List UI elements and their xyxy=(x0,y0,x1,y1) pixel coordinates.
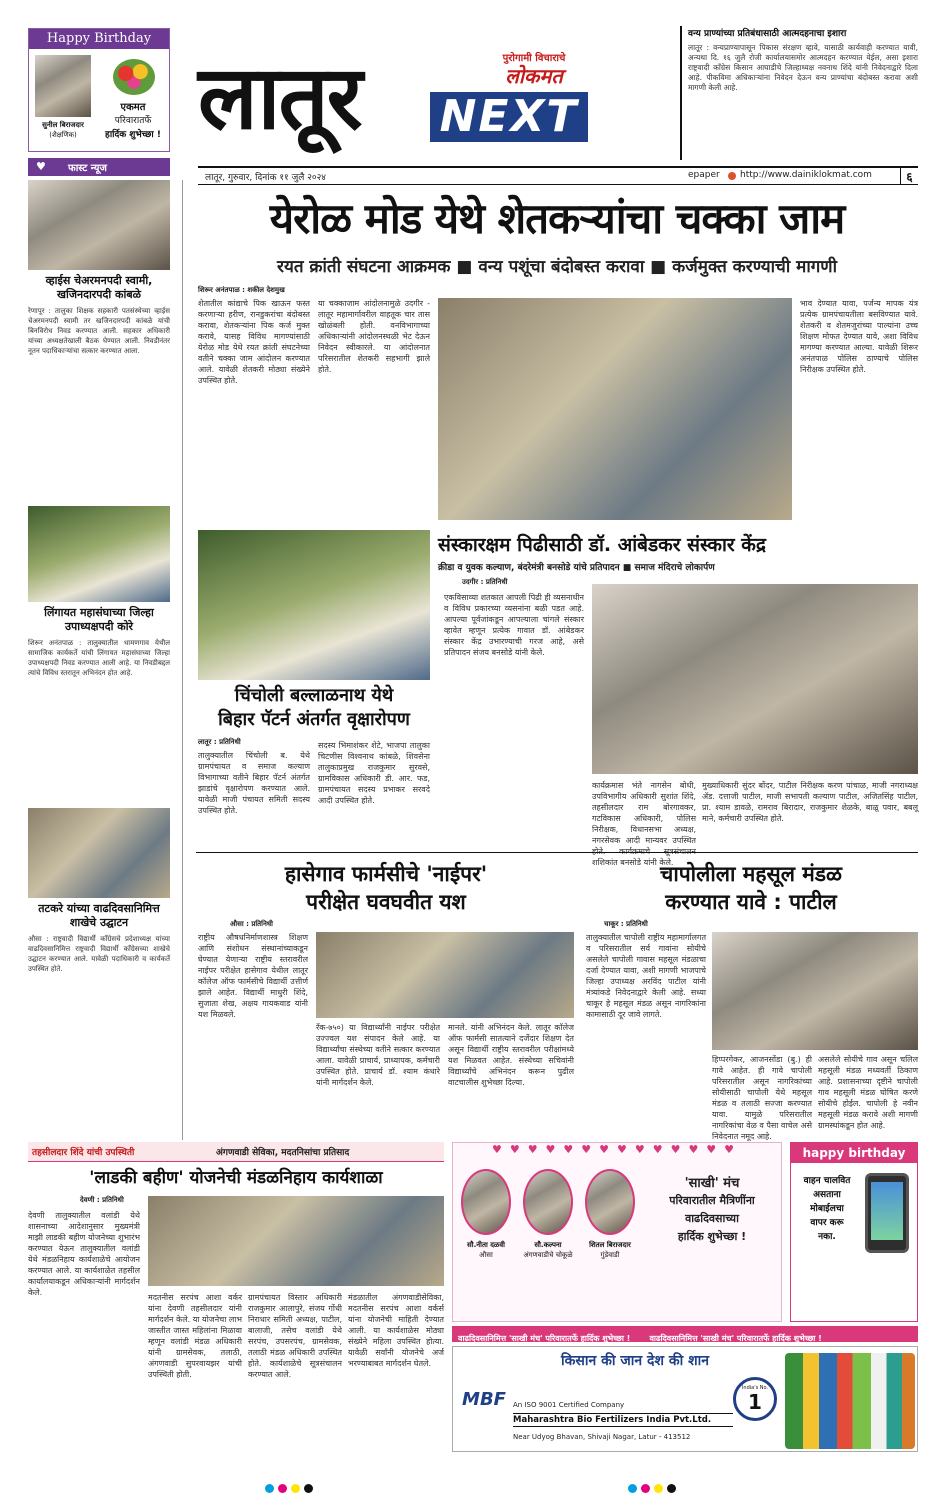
badge-number: 1 xyxy=(748,1390,762,1414)
lead-col3: भाव देण्यात यावा, पर्जन्य मापक यंत्र प्रत्येक ग्रामपंचायतीला बसविण्यात यावे. शेतकरी व शेतमजुरांच्या पाल्यांना उच्च शिक्षण मोफत देण्यात यावे, अशा विविध मागण्या करण्यात आल्या. यावेळी शिरूर अनंतपाळ पोलिस ठाण्याचे पोलिस निरीक्षक उपस्थित होते. xyxy=(800,299,918,374)
birthday-heading: Happy Birthday xyxy=(29,29,169,49)
heart-icon: ♥ xyxy=(36,160,46,173)
masthead-title: लातूर xyxy=(198,46,361,149)
sakhi-place-3: गुंडेवाडी xyxy=(600,1251,620,1259)
naiper-byline: औसा : प्रतिनिधी xyxy=(230,920,273,928)
sakhi-line-1: परिवारातील मैत्रिणींना xyxy=(669,1194,755,1207)
masthead-tagline: पुरोगामी विचाराचे xyxy=(502,53,566,64)
ladki-strip xyxy=(28,1142,444,1162)
chapoli-byline: चाकूर : प्रतिनिधी xyxy=(604,920,648,928)
mbf-address: Near Udyog Bhavan, Shivaji Nagar, Latur - 413512 xyxy=(513,1433,691,1441)
naiper-photo xyxy=(316,932,574,1018)
lead-byline: शिरूर अनंतपाळ : शकील देशमुख xyxy=(198,286,285,294)
chapoli-col2: हिप्परगेकर, आजनसोंडा (बु.) ही गावे आहेत. ही गावे चापोली परिसरातील असून नागरिकांच्या सोयीसाठी चापोली येथे महसूल मंडळ व तलाठी सज्जा करण्यात यावा. यामुळे परिसरातील नागरिकांचा वेळ व पैसा वाचेल असे निवेदनात नमूद आहे. xyxy=(712,1055,812,1141)
ambedkar-col1: एकविसाव्या शतकात आपली पिढी ही व्यसनाधीन व विविध प्रकारच्या व्यसनांना बळी पडत आहे. आपल्या पूर्वजांकडून आपल्याला चांगले संस्कार व्हावेत म्हणून प्रत्येक गावात डॉ. आंबेडकर संस्कार केंद्र उभारण्याची गरज आहे, असे प्रतिपादन संजय बनसोडे यांनी केले. xyxy=(444,593,584,657)
sakhi-name-1: सौ.नीता दळवी xyxy=(467,1241,505,1249)
naiper-col2: रँक-७५०) या विद्यार्थ्यांनी नाईपर परीक्षेत उज्ज्वल यश संपादन केले आहे. या विद्यार्थ्यांचा संस्थेच्या वतीने सत्कार करण्यात आला. यावेळी प्राचार्य, प्राध्यापक, कर्मचारी उपस्थित होते. प्राचार्य डॉ. श्याम कंधारे यांनी मार्गदर्शन केले. xyxy=(316,1023,440,1087)
birthday-box xyxy=(28,28,170,152)
chincholi-byline: लातूर : प्रतिनिधी xyxy=(198,738,241,746)
mbf-ad xyxy=(452,1346,918,1452)
birthday-wish-brand: एकमत xyxy=(120,102,146,113)
lead-subhead: रयत क्रांती संघटना आक्रमक ■ वन्य पशूंचा बंदोबस्त करावा ■ कर्जमुक्त करण्याची मागणी xyxy=(277,257,837,277)
ladki-strip-text: अंगणवाडी सेविका, मदतनिसांचा प्रतिसाद xyxy=(216,1148,350,1158)
fast-news-item2-headline: लिंगायत महासंघाच्या जिल्हा उपाध्यक्षपदी कोरे xyxy=(44,606,154,633)
bday-mobile-ad xyxy=(790,1142,918,1322)
fast-news-item3-headline: तटकरे यांच्या वाढदिवसानिमित्त शाखेचे उद्घाटन xyxy=(38,902,160,929)
birthday-role: (शैक्षणिक) xyxy=(49,131,77,139)
bday-line-5: नका. xyxy=(818,1232,836,1242)
top-right-body: लातूर : वन्यप्राण्यापासून पिकास संरक्षण व्हावे, यासाठी कार्यवाही करण्यात यावी, अन्यथा दि. १६ जुलै रोजी कार्यालयासमोर आत्मदहन करण्यात येईल, असा इशारा राष्ट्रवादी काँग्रेस किसान आघाडीचे जिल्हाध्यक्ष नवनाथ शिंदे यांनी निवेदनाद्वारे दिला आहे. पीकविमा अधिकाऱ्यांना निवेदन देऊन वन्य प्राण्यांचा बंदोबस्त करावा अशी मागणी केली आहे. xyxy=(688,43,918,92)
sakhi-ticker xyxy=(452,1326,918,1342)
masthead-next: NEXT xyxy=(430,92,588,142)
ambedkar-col3: मुख्याधिकारी सुंदर बोंदर, पाटील निरीक्षक करण पांचाळ, माजी नगराध्यक्ष ॲड. दत्ताजी पाटील, माजी सभापती कल्याण पाटील, अजितसिंह पाटील, प्रा. श्याम डावळे, रामराव बिरादार, राजकुमार शेळके, बाळू पवार, बबलू माने, कर्मचारी उपस्थित होते. xyxy=(702,781,918,823)
hearts-decoration: ♥♥♥♥♥♥♥♥♥♥♥♥♥♥ xyxy=(491,1143,743,1156)
ladki-col2: मदतनीस सरपंच आशा वर्कर यांना देवणी तहसीलदार यांनी मार्गदर्शन केले. या योजनेचा लाभ जास्तीत जास्त महिलांना मिळावा म्हणून वलांडी मंडळ अधिकारी यांनी ग्रामसेवक, तलाठी, अंगणवाडी सुपरवायझर यांची उपस्थिती होती. xyxy=(148,1293,242,1379)
birthday-photo xyxy=(35,55,91,117)
sakhi-name-3: शितल बिराजदार xyxy=(589,1241,631,1249)
ambedkar-photo xyxy=(592,584,918,774)
ambedkar-headline: संस्कारक्षम पिढीसाठी डॉ. आंबेडकर संस्कार केंद्र xyxy=(438,534,766,556)
bday-line-4: वापर करू xyxy=(810,1218,844,1228)
chincholi-headline-1: चिंचोली बल्लाळनाथ येथे xyxy=(234,685,394,706)
ladki-byline: देवणी : प्रतिनिधी xyxy=(80,1196,124,1204)
top-right-news xyxy=(680,26,918,160)
fast-news-item2-body: शिरूर अनंतपाळ : तालुक्यातील धामणगाव येथील सामाजिक कार्यकर्ते यांची लिंगायत महासंघाच्या जिल्हा उपाध्यक्षपदी निवड करण्यात आली आहे. या निवडीबद्दल त्यांचे विविध स्तरातून अभिनंदन होत आहे. xyxy=(28,639,170,677)
birthday-wish-line1: परिवारातर्फे xyxy=(114,116,152,126)
sakhi-place-2: अंगणवाडीचे चोकूळे xyxy=(523,1251,573,1259)
mid-rule xyxy=(196,852,918,853)
bday-line-3: मोबाईलचा xyxy=(810,1204,844,1214)
ladki-col4: मंडळातील अंगणवाडीसेविका, मदतनीस सरपंच आशा वर्कर्स यांना योजनेची माहिती देण्यात आली. या कार्यशाळेस मोठ्या संख्येने महिला उपस्थित होत्या. यावेळी सर्वांनी योजनेचे अर्ज भरण्याबाबत मार्गदर्शन घेतले. xyxy=(348,1293,444,1368)
color-registration-marks xyxy=(0,1478,945,1492)
sakhi-photo-1 xyxy=(461,1169,511,1235)
fast-news-photo-3 xyxy=(28,808,170,898)
chapoli-col3: असलेले सोयीचे गाव असून चलिल महसूली मंडळ मध्यवर्ती ठिकाण आहे. प्रशासनाच्या दृष्टीने चापोली गाव महसूली मंडळ घोषित करणे सोयीचे होईल. चापोली हे नवीन महसूली मंडळ करावे अशी मागणी ग्रामस्थांकडून होत आहे. xyxy=(818,1055,918,1130)
flower-bouquet-icon xyxy=(113,59,155,95)
top-right-heading: वन्य प्राण्यांच्या प्रतिबंधासाठी आत्मदहनाचा इशारा xyxy=(688,29,847,39)
left-column-rule xyxy=(182,180,183,1140)
naiper-headline-1: हासेगाव फार्मसीचे 'नाईपर' xyxy=(284,862,488,886)
ladki-col3: ग्रामपंचायत विस्तार अधिकारी राजकुमार आलापुरे, संजय गोंधी निराधार समिती अध्यक्ष, पाटील, बालाजी, तसेच वलांडी येथे सरपंच, उपसरपंच, ग्रामसेवक, तलाठी मंडळ अधिकारी उपस्थित होते. कार्यशाळेचे सूत्रसंचालन करण्यात आले. xyxy=(248,1293,342,1379)
website-url[interactable]: http://www.dainiklokmat.com xyxy=(740,170,872,180)
badge-top: India's No. xyxy=(741,1385,769,1391)
lead-photo-farmers xyxy=(438,298,792,520)
chapoli-photo xyxy=(712,932,918,1050)
chincholi-photo xyxy=(198,530,430,680)
dateline-rule-bottom xyxy=(198,184,918,185)
fast-news-item1-body: रेणापूर : तालुका शिक्षक सहकारी पतसंस्थेच्या व्हाईस चेअरमनपदी स्वामी तर खजिनदारपदी कांबळे यांची बिनविरोध निवड करण्यात आली. सहकार अधिकारी यांच्या अध्यक्षतेखाली बैठक घेण्यात आली. निवडीनंतर नूतन पदाधिकाऱ्यांचा सत्कार करण्यात आला. xyxy=(28,307,170,355)
india-no1-badge xyxy=(733,1377,777,1421)
epaper-label: epaper xyxy=(688,170,720,180)
sakhi-place-1: औसा xyxy=(479,1251,493,1259)
naiper-col1: राष्ट्रीय औषधनिर्माणशास्त्र शिक्षण आणि संशोधन संस्थानांच्याकडून घेण्यात येणाऱ्या राष्ट्रीय स्तरावरील नाईपर परीक्षेत हासेगाव येथील लातूर कॉलेज ऑफ फार्मसीचे विद्यार्थी उत्तीर्ण झाले आहेत. विद्यार्थी माधुरी शिंदे, सुजाता शेख, अक्षय गायकवाड यांनी यश मिळवले. xyxy=(198,933,308,1019)
sakhi-line-3: हार्दिक शुभेच्छा ! xyxy=(677,1230,747,1243)
sakhi-brand: 'साखी' मंच xyxy=(684,1176,740,1191)
fast-news-item1-headline: व्हाईस चेअरमनपदी स्वामी, खजिनदारपदी कांबळे xyxy=(45,274,153,301)
fast-news-photo-2 xyxy=(28,506,170,602)
sakhi-line-2: वाढदिवसाच्या xyxy=(685,1212,739,1225)
fast-news-photo-1 xyxy=(28,180,170,270)
chincholi-col2: सदस्य भिमाशंकर शेटे, भाजपा तालुका चिटणीस विश्वनाथ कांबळे, शिवसेना तालुकाप्रमुख राजकुमार सुरवसे, ग्रामविकास अधिकारी डी. आर. फड, ग्रामपंचायत सदस्य प्रभाकर सरवदे आदी उपस्थित होते. xyxy=(318,741,430,805)
fertilizer-products-image xyxy=(785,1353,915,1449)
ticker-text-2: वाढदिवसानिमित्त 'साखी मंच' परिवारातर्फे हार्दिक शुभेच्छा ! xyxy=(649,1334,822,1343)
sakhi-ad xyxy=(452,1142,782,1322)
page-number: ६ xyxy=(900,168,918,185)
fast-news-item3-body: औसा : राष्ट्रवादी विद्यार्थी काँग्रेसचे प्रदेशाध्यक्ष यांच्या वाढदिवसानिमित्त राष्ट्रवादी विद्यार्थी काँग्रेसच्या शाखेचे उद्घाटन करण्यात आले. यावेळी पदाधिकारी व कार्यकर्ते उपस्थित होते. xyxy=(28,935,170,973)
naiper-col3: मानले. यांनी अभिनंदन केले. लातूर कॉलेज ऑफ फार्मसी सातत्याने दर्जेदार शिक्षण देत असून विद्यार्थी राष्ट्रीय स्तरावरील परीक्षांमध्ये यश मिळवत आहेत. संस्थेच्या सचिवांनी विद्यार्थ्यांचे अभिनंदन करून पुढील वाटचालीस शुभेच्छा दिल्या. xyxy=(448,1023,574,1087)
chincholi-headline-2: बिहार पॅटर्न अंतर्गत वृक्षारोपण xyxy=(218,709,410,730)
ambedkar-byline: उदगीर : प्रतिनिधी xyxy=(462,578,508,586)
mbf-logo: MBF xyxy=(462,1389,506,1410)
mbf-slogan: किसान की जान देश की शान xyxy=(560,1353,710,1369)
globe-icon xyxy=(728,172,736,180)
ambedkar-col2: कार्यक्रमास भंते नागसेन बोधी, उपविभागीय अधिकारी सुशांत शिंदे, तहसीलदार राम बोरगावकर, गटविकास अधिकारी, पोलिस निरीक्षक, विधानसभा अध्यक्ष, नगरसेवक आदी मान्यवर उपस्थित शशिकांत बनसोडे यांनी केले. xyxy=(592,781,696,867)
mobile-phone-icon xyxy=(865,1173,909,1253)
chincholi-col1: तालुक्यातील चिंचोली ब. येथे ग्रामपंचायत व समाज कल्याण विभागाच्या वतीने बिहार पॅटर्न अंतर्गत झाडांचे वृक्षारोपण करण्यात आले. यावेळी माजी पंचायत समिती सदस्य उपस्थित होते. xyxy=(198,751,310,815)
ladki-strip-label: तहसीलदार शिंदे यांची उपस्थिती xyxy=(32,1148,135,1158)
fast-news-label-bar xyxy=(28,158,170,176)
mbf-company: Maharashtra Bio Fertilizers India Pvt.Ltd. xyxy=(513,1413,733,1427)
lead-headline: येरोळ मोड येथे शेतकऱ्यांचा चक्का जाम xyxy=(269,194,845,243)
dateline-rule-top xyxy=(198,166,918,168)
birthday-person: सुनील बिराजदार xyxy=(42,121,84,129)
ladki-headline: 'लाडकी बहीण' योजनेची मंडळनिहाय कार्यशाळा xyxy=(89,1168,383,1188)
birthday-wish-line2: हार्दिक शुभेच्छा ! xyxy=(105,130,161,140)
lead-col2: या चक्काजाम आंदोलनामुळे उदगीर - लातूर महामार्गावरील वाहतूक चार तास खोळंबली होती. वनविभागाच्या अधिकाऱ्यांनी आंदोलनस्थळी भेट देऊन निवेदन स्वीकारले. या आंदोलनात परिसरातील शेतकरी सहभागी झाले होते. xyxy=(318,299,430,374)
bday-line-2: असताना xyxy=(813,1190,841,1200)
chapoli-col1: तालुक्यातील चापोली राष्ट्रीय महामार्गालगत व परिसरातील सर्व गावांना सोयीचे असलेले चापोली गावास महसूल मंडळाचा दर्जा देण्यात यावा, अशी मागणी भाजपाचे जिल्हा उपाध्यक्ष अरविंद पाटील यांनी मंत्र्यांकडे निवेदनाद्वारे केली आहे. सध्या चाकूर हे महसूल मंडळ असून नागरिकांना कामासाठी दूर जावे लागते. xyxy=(586,933,706,1019)
ticker-text-1: वाढदिवसानिमित्त 'साखी मंच' परिवारातर्फे हार्दिक शुभेच्छा ! xyxy=(458,1334,631,1343)
fast-news-label: फास्ट न्यूज xyxy=(68,163,107,174)
lead-col1: शेतातील कांद्याचे पिक खाऊन फस्त करणाऱ्या हरीण, रानडुकरांचा बंदोबस्त करावा, शेतकऱ्यांना पिक कर्ज मुक्त करावे, यासह विविध मागण्यांसाठी येरोळ मोड येथे रयत क्रांती संघटनेच्या वतीने चक्का जाम आंदोलन करण्यात आले. यावेळी शेतकरी मोठ्या संख्येने उपस्थित होते. xyxy=(198,299,310,385)
bday-line-1: वाहन चालवित xyxy=(803,1176,851,1186)
dateline: लातूर, गुरुवार, दिनांक ११ जुलै २०२४ xyxy=(205,173,326,183)
chapoli-headline-1: चापोलीला महसूल मंडळ xyxy=(659,862,842,886)
ambedkar-subhead: क्रीडा व युवक कल्याण, बंदरेमंत्री बनसोडे यांचे प्रतिपादन ■ समाज मंदिराचे लोकार्पण xyxy=(438,563,715,573)
masthead-brand-logo: लोकमत xyxy=(505,64,563,88)
sakhi-photo-2 xyxy=(523,1169,573,1235)
sakhi-name-2: सौ.कल्पना xyxy=(534,1241,562,1249)
ladki-photo xyxy=(148,1196,444,1286)
chapoli-headline-2: करण्यात यावे : पाटील xyxy=(665,890,837,914)
sakhi-photo-3 xyxy=(585,1169,635,1235)
bday-mobile-heading: happy birthday xyxy=(791,1143,917,1163)
ladki-col1: देवणी तालुक्यातील वलांडी येथे शासनाच्या आदेशानुसार मुख्यमंत्री माझी लाडकी बहीण योजनेच्या शुभारंभ करण्यात येऊन तालुक्यातील वलांडी येथे मंडळनिहाय कार्यशाळेचे आयोजन करण्यात आले. या कार्यशाळेत तहसील कार्यालयाकडून अधिकाऱ्यांनी मार्गदर्शन केले. xyxy=(28,1211,140,1297)
mbf-cert: An ISO 9001 Certified Company xyxy=(513,1401,625,1409)
naiper-headline-2: परीक्षेत घवघवीत यश xyxy=(306,890,466,914)
